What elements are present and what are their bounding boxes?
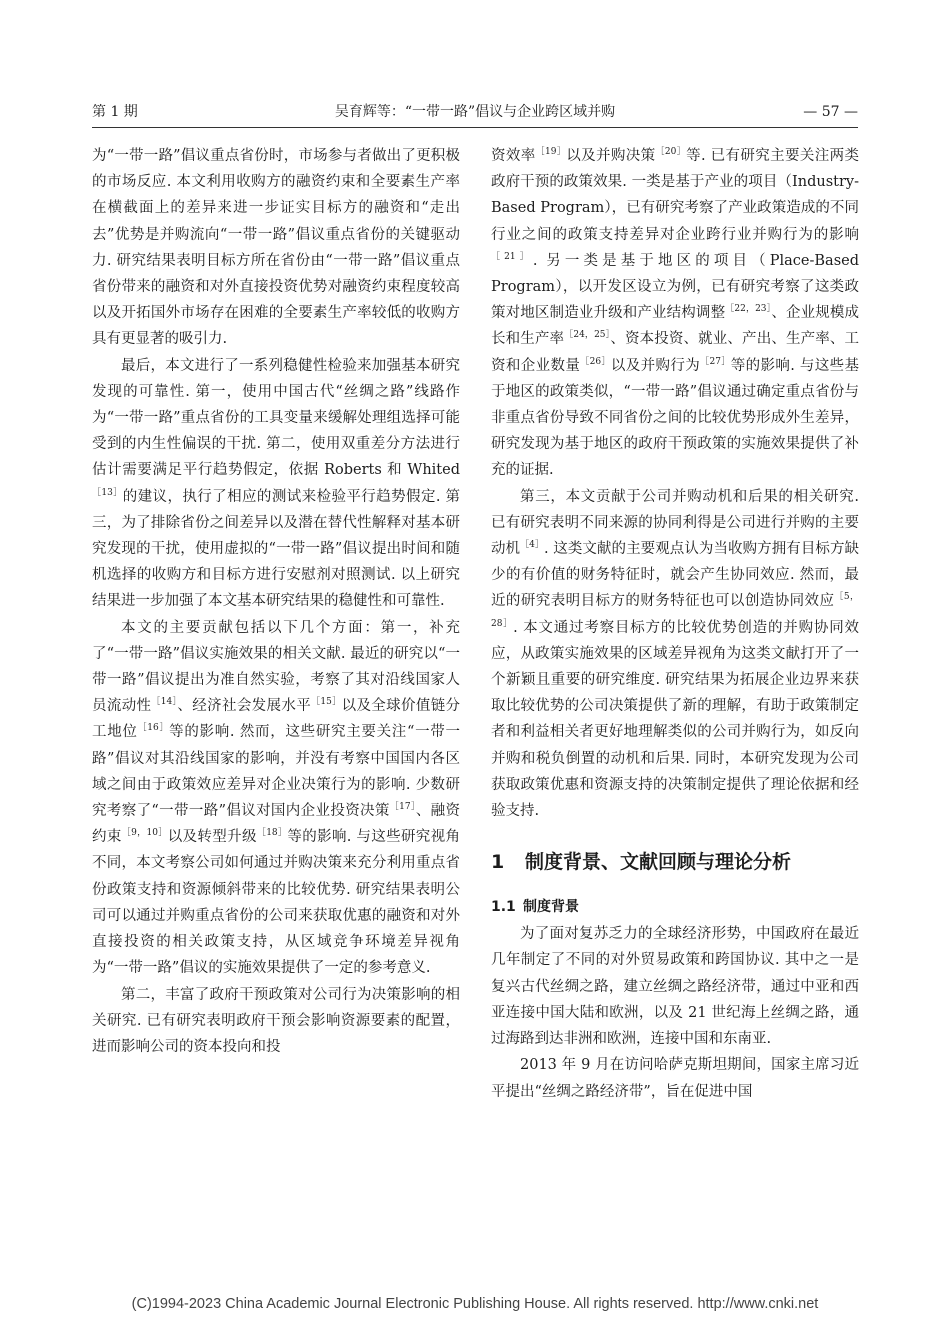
citation: ［16］ (137, 723, 170, 734)
citation: ［20］ (655, 147, 687, 157)
section-title: 制度背景、文献回顾与理论分析 (525, 851, 792, 874)
subsection-number: 1.1 (491, 899, 516, 916)
citation: ［27］ (700, 356, 731, 367)
left-paragraph-2: 最后，本文进行了一系列稳健性检验来加强基本研究发现的可靠性. 第一，使用中国古代“丝绸之路”线路作为“一带一路”重点省份的工具变量来缓解处理组选择可能受到的内生性偏误的干扰. 第二，使用双重差分方法进行估计需要满足平行趋势假定，依据 Roberts 和 Whited$^{[13]}$的建议，执行了相应的测试来检验平行趋势假定. 第三，为了排除省份之间差异以及潜在替代性解释对基本研究发现的干扰，使用虚拟的“一带一路”倡议提出时间和随机选择的收购方和目标方进行安慰剂对照测试. 以上研究结果进一步加强了本文基本研究结果的稳健性和可靠性. (92, 357, 461, 610)
right-paragraph-1: 资效率$^{[19]}$以及并购决策$^{[20]}$等. 已有研究主要关注两类政府干预的政策效果. 一类是基于产业的项目（Industry-Based Program），已有研究考察了产业政策造成的不同行业之间的政策支持差异对企业跨行业并购行为的影响$^{[21]}$. 另一类是基于地区的项目（Place-Based Program），以开发区设立为例，已有研究考察了这类政策对地区制造业升级和产业结构调整$^{[22,23]}$、企业规模成长和生产率$^{[24,25]}$、资本投资、就业、产出、生产率、工资和企业数量$^{[26]}$以及并购行为$^{[27]}$等的影响. 与这些基于地区的政策类似，“一带一路”倡议通过确定重点省份与非重点省份导致不同省份之间的比较优势形成外生差异，研究发现为基于地区的政府干预政策的实施效果提供了补充的证据. (491, 147, 860, 479)
citation: ［14］ (151, 697, 178, 708)
running-title: 吴育辉等：“一带一路”倡议与企业跨区域并购 (334, 104, 616, 120)
citation: ［18］ (256, 828, 288, 839)
subsection-title: 制度背景 (523, 899, 579, 916)
citation: ［4］ (520, 540, 545, 551)
issue-label: 第 1 期 (92, 104, 138, 120)
left-paragraph-1: 为“一带一路”倡议重点省份时，市场参与者做出了更积极的市场反应. 本文利用收购方的融资约束和全要素生产率在横截面上的差异来进一步证实目标方的融资和“走出去”优势是并购流向“一带一路”倡议重点省份的关键驱动力. 研究结果表明目标方所在省份由“一带一路”倡议重点省份带来的融资和对外直接投资优势对融资约束程度较高以及开拓国外市场存在困难的全要素生产率较低的收购方具有更显著的吸引力. (92, 148, 460, 348)
right-paragraph-4: 2013 年 9 月在访问哈萨克斯坦期间，国家主席习近平提出“丝绸之路经济带”，旨在促进中国 (491, 1057, 859, 1100)
left-paragraph-3: 本文的主要贡献包括以下几个方面：第一，补充了“一带一路”倡议实施效果的相关文献. 最近的研究以“一带一路”倡议提出为准自然实验，考察了其对沿线国家人员流动性$^{[14]}$、经济社会发展水平$^{[15]}$以及全球价值链分工地位$^{[16]}$等的影响. 然而，这些研究主要关注“一带一路”倡议对其沿线国家的影响，并没有考察中国国内各区域之间由于政策效应差异对企业决策行为的影响. 少数研究考察了“一带一路”倡议对国内企业投资决策$^{[17]}$、融资约束$^{[9,10]}$以及转型升级$^{[18]}$等的影响. 与这些研究视角不同，本文考察公司如何通过并购决策来充分利用重点省份政策支持和资源倾斜带来的比较优势. 研究结果表明公司可以通过并购重点省份的公司来获取优惠的融资和对外直接投资的相关政策支持，从区域竞争环境差异视角为“一带一路”倡议的实施效果提供了一定的参考意义. (92, 619, 461, 977)
citation: ［15］ (311, 697, 342, 708)
citation: ［21］ (491, 251, 533, 262)
citation: ［24，25］ (564, 330, 611, 341)
citation: ［26］ (580, 356, 611, 367)
citation: ［13］ (92, 487, 123, 498)
copyright-footer: (C)1994-2023 China Academic Journal Electronic Publishing House. All rights reserved. http://www.cnki.net (131, 1296, 819, 1312)
header-rule (92, 127, 858, 128)
citation: ［19］ (535, 147, 567, 157)
right-column (491, 143, 859, 1105)
section-heading-1 (491, 847, 859, 877)
left-column (92, 143, 460, 1060)
subsection-heading-1-1 (491, 895, 859, 919)
right-paragraph-2: 第三，本文贡献于公司并购动机和后果的相关研究. 已有研究表明不同来源的协同利得是公司进行并购的主要动机$^{[4]}$. 这类文献的主要观点认为当收购方拥有目标方缺少的有价值的财务特征时，就会产生协同效应. 然而，最近的研究表明目标方的财务特征也可以创造协同效应$^{[5,28]}$. 本文通过考察目标方的比较优势创造的并购协同效应，从政策实施效果的区域差异视角为这类文献打开了一个新颖且重要的研究维度. 研究结果为拓展企业边界来获取比较优势的公司决策提供了新的理解，有助于政策制定者和利益相关者更好地理解类似的公司并购行为，如反向并购和税负倒置的动机和后果. 同时，本研究发现为公司获取政策优惠和资源支持的决策制定提供了理论依据和经验支持. (491, 488, 860, 820)
citation: ［9，10］ (121, 828, 168, 839)
running-header (92, 99, 858, 125)
section-number: 1 (491, 851, 505, 874)
citation: ［17］ (389, 802, 416, 813)
left-paragraph-4: 第二，丰富了政府干预政策对公司行为决策影响的相关研究. 已有研究表明政府干预会影响资源要素的配置，进而影响公司的资本投向和投 (92, 986, 460, 1055)
citation: ［22，23］ (725, 304, 772, 315)
citation: ［5，28］ (491, 592, 859, 629)
page-number: — 57 — (803, 104, 858, 120)
right-paragraph-3: 为了面对复苏乏力的全球经济形势，中国政府在最近几年制定了不同的对外贸易政策和跨国协议. 其中之一是复兴古代丝绸之路，建立丝绸之路经济带，通过中亚和西亚连接中国大陆和欧洲，以及 21 世纪海上丝绸之路，通过海路到达非洲和欧洲，连接中国和东南亚. (491, 926, 859, 1048)
